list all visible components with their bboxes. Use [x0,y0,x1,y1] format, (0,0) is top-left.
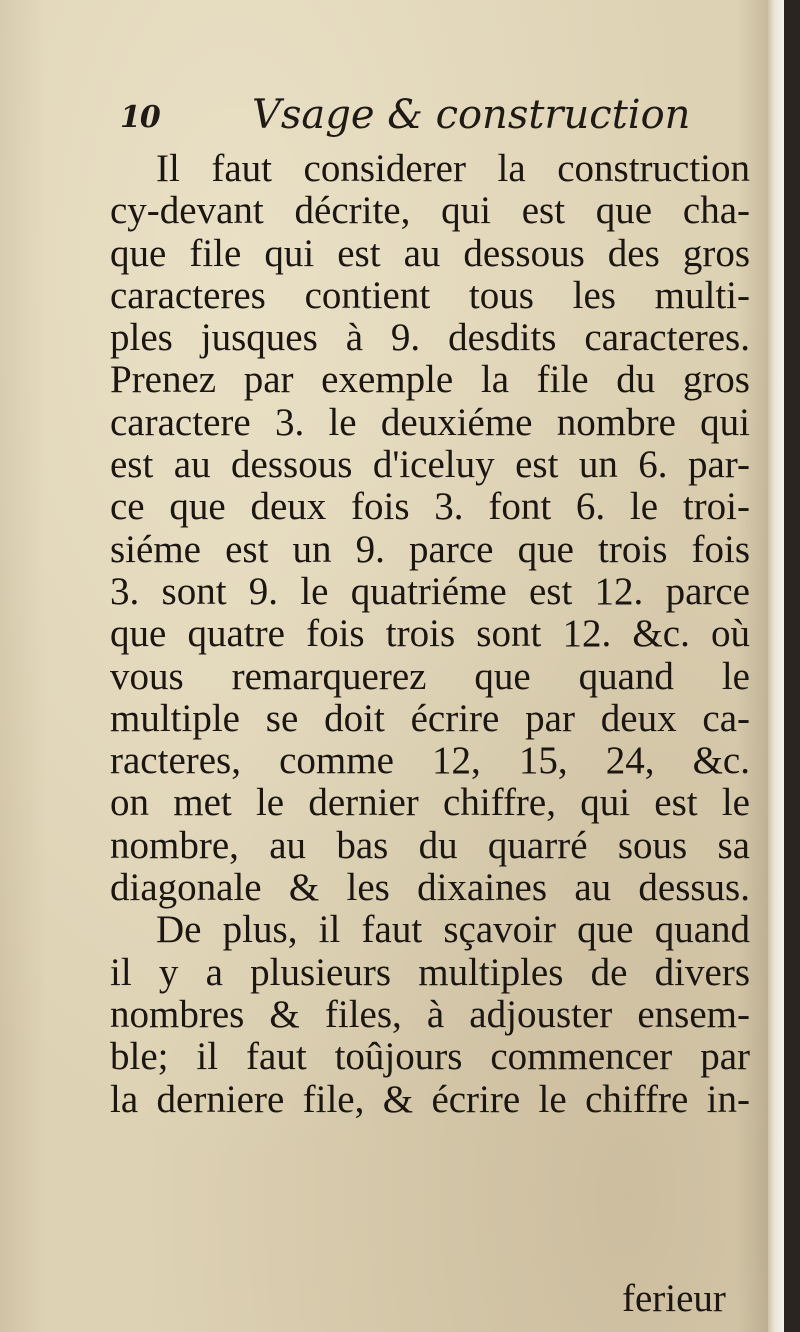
running-head: Vsage & construction [252,92,691,138]
text-line: est au dessous d'iceluy est un 6. par- [110,443,750,487]
text-line: Prenez par exemple la file du gros [110,358,750,402]
text-line: nombre, au bas du quarré sous sa [110,823,750,867]
catchword: ferieur [622,1277,726,1320]
page-number: 10 [120,100,160,135]
page-header [120,92,760,148]
text-line: la derniere file, & écrire le chiffre in- [110,1077,750,1121]
text-line: diagonale & les dixaines au dessus. [110,866,750,910]
text-line: racteres, comme 12, 15, 24, &c. [110,739,750,783]
body-text [110,148,750,1121]
text-line: cy-devant décrite, qui est que cha- [110,189,750,233]
text-line: ble; il faut toûjours commencer par [110,1035,750,1079]
text-line: on met le dernier chiffre, qui est le [110,781,750,825]
text-line: vous remarquerez que quand le [110,654,750,698]
text-line: il y a plusieurs multiples de divers [110,950,750,994]
text-line: multiple se doit écrire par deux ca- [110,696,750,740]
text-line: 3. sont 9. le quatriéme est 12. parce [110,569,750,613]
text-line: siéme est un 9. parce que trois fois [110,527,750,571]
page-edge [768,0,784,1332]
text-line: ples jusques à 9. desdits caracteres. [110,316,750,360]
text-line: nombres & files, à adjouster ensem- [110,992,750,1036]
text-line: caracteres contient tous les multi- [110,273,750,317]
text-line: ce que deux fois 3. font 6. le troi- [110,485,750,529]
text-line: que file qui est au dessous des gros [110,231,750,275]
text-line: De plus, il faut sçavoir que quand [156,908,750,952]
text-line: Il faut considerer la construction [156,147,750,190]
text-line: que quatre fois trois sont 12. &c. où [110,612,750,656]
text-line: caractere 3. le deuxiéme nombre qui [110,400,750,444]
